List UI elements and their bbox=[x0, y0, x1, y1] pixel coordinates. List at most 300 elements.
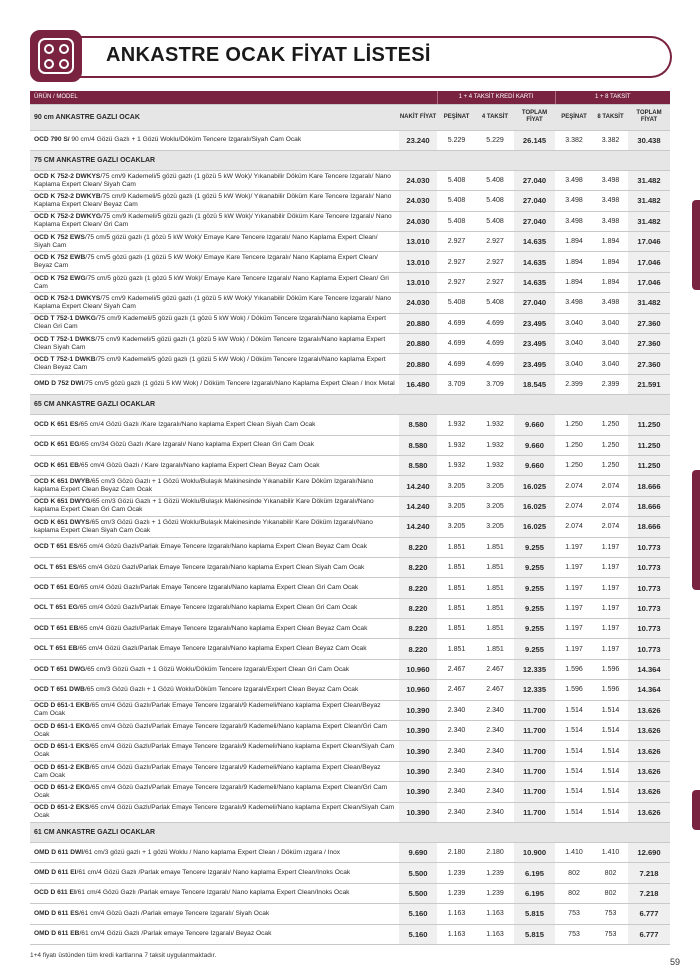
product-description bbox=[30, 782, 399, 802]
cash-price: 14.240 bbox=[399, 517, 437, 537]
down-payment: 1.851 bbox=[437, 619, 476, 639]
installment-8: 1.514 bbox=[593, 782, 628, 802]
section-header-row bbox=[30, 395, 670, 415]
model-code: OCD 790 S/ bbox=[34, 136, 70, 144]
model-spec: /65 cm/4 Gözü Gazlı/Parlak Emaye Tencere Izgaralı/9 Kademeli/Nano kaplama Expert Clean/Beyaz Cam Ocak bbox=[34, 763, 381, 779]
col-4-taksit-header: 4 TAKSİT bbox=[476, 104, 514, 130]
total-price: 17.046 bbox=[628, 272, 670, 292]
installment-4: 2.467 bbox=[476, 680, 514, 700]
installment-8: 1.250 bbox=[593, 455, 628, 475]
group-header-8-taksit: 1 + 8 TAKSİT bbox=[555, 91, 670, 104]
total-price: 9.255 bbox=[514, 557, 555, 577]
table-row bbox=[30, 924, 670, 944]
down-payment: 1.514 bbox=[555, 721, 593, 741]
total-price: 5.815 bbox=[514, 924, 555, 944]
down-payment: 1.163 bbox=[437, 924, 476, 944]
cash-price: 10.390 bbox=[399, 761, 437, 781]
cash-price: 10.390 bbox=[399, 741, 437, 761]
cash-price: 8.220 bbox=[399, 537, 437, 557]
table-row bbox=[30, 170, 670, 190]
installment-8: 1.197 bbox=[593, 578, 628, 598]
cash-price: 8.220 bbox=[399, 557, 437, 577]
down-payment: 3.498 bbox=[555, 191, 593, 211]
page-edge-tab bbox=[692, 470, 700, 590]
total-price: 31.482 bbox=[628, 191, 670, 211]
product-description bbox=[30, 883, 399, 903]
total-price: 12.335 bbox=[514, 680, 555, 700]
total-price: 27.040 bbox=[514, 293, 555, 313]
installment-8: 1.514 bbox=[593, 741, 628, 761]
installment-8: 1.514 bbox=[593, 761, 628, 781]
model-code: OCD K 651 EG bbox=[34, 441, 80, 449]
down-payment: 1.163 bbox=[437, 904, 476, 924]
page-header bbox=[30, 30, 670, 82]
product-description bbox=[30, 191, 399, 211]
down-payment: 5.229 bbox=[437, 130, 476, 150]
down-payment: 1.894 bbox=[555, 232, 593, 252]
installment-4: 2.180 bbox=[476, 843, 514, 863]
table-row bbox=[30, 455, 670, 475]
total-price: 10.773 bbox=[628, 619, 670, 639]
model-spec: /65 cm/4 Gözü Gazlı/Parlak Emaye Tencere Izgaralı/Nano kaplama Expert Clean Beyaz Cam Ocak bbox=[77, 645, 367, 653]
product-description bbox=[30, 476, 399, 496]
cash-price: 10.390 bbox=[399, 802, 437, 822]
total-price: 26.145 bbox=[514, 130, 555, 150]
price-table bbox=[30, 91, 670, 945]
total-price: 23.495 bbox=[514, 354, 555, 374]
total-price: 13.626 bbox=[628, 782, 670, 802]
total-price: 31.482 bbox=[628, 170, 670, 190]
down-payment: 2.340 bbox=[437, 700, 476, 720]
cash-price: 24.030 bbox=[399, 293, 437, 313]
table-row bbox=[30, 272, 670, 292]
total-price: 17.046 bbox=[628, 252, 670, 272]
total-price: 11.700 bbox=[514, 761, 555, 781]
model-code: OCD T 752-1 DWKB bbox=[34, 356, 96, 364]
cash-price: 14.240 bbox=[399, 476, 437, 496]
down-payment: 3.498 bbox=[555, 211, 593, 231]
total-price: 6.195 bbox=[514, 863, 555, 883]
installment-4: 3.205 bbox=[476, 476, 514, 496]
total-price: 6.777 bbox=[628, 924, 670, 944]
page-number: 59 bbox=[669, 957, 680, 967]
total-price: 18.666 bbox=[628, 496, 670, 516]
total-price: 9.660 bbox=[514, 415, 555, 435]
total-price: 12.335 bbox=[514, 659, 555, 679]
down-payment: 5.408 bbox=[437, 211, 476, 231]
table-row bbox=[30, 130, 670, 150]
cash-price: 20.880 bbox=[399, 354, 437, 374]
cash-price: 8.580 bbox=[399, 415, 437, 435]
page-edge-tab bbox=[692, 200, 700, 290]
down-payment: 1.250 bbox=[555, 415, 593, 435]
cash-price: 14.240 bbox=[399, 496, 437, 516]
down-payment: 4.699 bbox=[437, 313, 476, 333]
model-code: OCD K 651 DWYB bbox=[34, 478, 91, 486]
product-description bbox=[30, 863, 399, 883]
cash-price: 8.220 bbox=[399, 578, 437, 598]
down-payment: 3.498 bbox=[555, 170, 593, 190]
installment-4: 1.163 bbox=[476, 904, 514, 924]
table-body bbox=[30, 130, 670, 944]
product-description bbox=[30, 272, 399, 292]
down-payment: 3.382 bbox=[555, 130, 593, 150]
cash-price: 10.390 bbox=[399, 721, 437, 741]
installment-4: 2.340 bbox=[476, 721, 514, 741]
installment-4: 2.467 bbox=[476, 659, 514, 679]
total-price: 10.900 bbox=[514, 843, 555, 863]
total-price: 9.255 bbox=[514, 598, 555, 618]
product-description bbox=[30, 435, 399, 455]
cash-price: 10.390 bbox=[399, 782, 437, 802]
table-row bbox=[30, 374, 670, 394]
model-spec: /65 cm/4 Gözü Gazlı/Parlak Emaye Tencere Izgaralı/Nano kaplama Expert Clean Siyah Cam Ocak bbox=[77, 563, 365, 571]
installment-4: 2.340 bbox=[476, 741, 514, 761]
installment-4: 1.851 bbox=[476, 578, 514, 598]
total-price: 27.360 bbox=[628, 354, 670, 374]
section-title: 75 CM ANKASTRE GAZLI OCAKLAR bbox=[30, 150, 670, 170]
down-payment: 1.514 bbox=[555, 802, 593, 822]
cash-price: 20.880 bbox=[399, 334, 437, 354]
cash-price: 8.580 bbox=[399, 455, 437, 475]
installment-8: 2.074 bbox=[593, 496, 628, 516]
total-price: 11.700 bbox=[514, 802, 555, 822]
total-price: 10.773 bbox=[628, 598, 670, 618]
footnote: 1+4 fiyatı üstünden tüm kredi kartlarına 7 taksit uygulanmaktadır. bbox=[30, 952, 217, 959]
table-row bbox=[30, 496, 670, 516]
table-row bbox=[30, 537, 670, 557]
cash-price: 8.580 bbox=[399, 435, 437, 455]
down-payment: 1.250 bbox=[555, 435, 593, 455]
installment-4: 3.205 bbox=[476, 496, 514, 516]
table-row bbox=[30, 659, 670, 679]
model-code: OCD K 651 EB bbox=[34, 461, 80, 469]
model-code: OCD D 651-1 EKB bbox=[34, 702, 90, 710]
model-spec: /61 cm/4 Gözü Gazlı /Parlak emaye Tencere Izgaralı/ Nano kaplama Expert Clean/Inoks Ocak bbox=[75, 889, 350, 897]
product-description bbox=[30, 802, 399, 822]
down-payment: 5.408 bbox=[437, 170, 476, 190]
down-payment: 1.410 bbox=[555, 843, 593, 863]
total-price: 10.773 bbox=[628, 537, 670, 557]
installment-4: 2.927 bbox=[476, 252, 514, 272]
installment-4: 2.927 bbox=[476, 232, 514, 252]
total-price: 21.591 bbox=[628, 374, 670, 394]
product-description bbox=[30, 374, 399, 394]
col-toplam-header: TOPLAM FİYAT bbox=[628, 104, 670, 130]
down-payment: 2.399 bbox=[555, 374, 593, 394]
installment-4: 1.239 bbox=[476, 883, 514, 903]
down-payment: 5.408 bbox=[437, 191, 476, 211]
page-title: ANKASTRE OCAK FİYAT LİSTESİ bbox=[106, 44, 431, 66]
product-description bbox=[30, 455, 399, 475]
installment-4: 5.408 bbox=[476, 170, 514, 190]
installment-4: 1.851 bbox=[476, 598, 514, 618]
model-code: OCD K 651 DWYG bbox=[34, 498, 91, 506]
total-price: 14.635 bbox=[514, 252, 555, 272]
installment-8: 1.197 bbox=[593, 557, 628, 577]
cash-price: 9.690 bbox=[399, 843, 437, 863]
product-description bbox=[30, 598, 399, 618]
group-header-4-taksit: 1 + 4 TAKSİT KREDİ KARTI bbox=[437, 91, 555, 104]
down-payment: 1.514 bbox=[555, 782, 593, 802]
model-spec: /65 cm/4 Gözü Gazlı/Parlak Emaye Tencere Izgaralı/Nano kaplama Expert Clean Beyaz Cam Ocak bbox=[77, 543, 368, 551]
down-payment: 1.197 bbox=[555, 537, 593, 557]
total-price: 30.438 bbox=[628, 130, 670, 150]
down-payment: 2.927 bbox=[437, 252, 476, 272]
table-row bbox=[30, 700, 670, 720]
installment-4: 2.340 bbox=[476, 700, 514, 720]
installment-8: 1.250 bbox=[593, 415, 628, 435]
total-price: 18.666 bbox=[628, 476, 670, 496]
total-price: 14.364 bbox=[628, 680, 670, 700]
model-spec: /65 cm/4 Gözü Gazlı/Parlak Emaye Tencere Izgaralı/Nano kaplama Expert Clean Beyaz Cam Ocak bbox=[78, 624, 368, 632]
installment-4: 1.163 bbox=[476, 924, 514, 944]
down-payment: 2.467 bbox=[437, 680, 476, 700]
table-row bbox=[30, 334, 670, 354]
model-spec: /75 cm/9 Kademeli/5 gözü gazlı (1 gözü 5 kW Wok) / Döküm Tencere Izgaralı/Nano kaplama Expert Clean Siyah Cam bbox=[34, 335, 386, 351]
down-payment: 1.250 bbox=[555, 455, 593, 475]
product-description bbox=[30, 557, 399, 577]
total-price: 14.635 bbox=[514, 272, 555, 292]
product-description bbox=[30, 619, 399, 639]
total-price: 11.250 bbox=[628, 455, 670, 475]
section-title: 61 CM ANKASTRE GAZLI OCAKLAR bbox=[30, 823, 670, 843]
total-price: 12.690 bbox=[628, 843, 670, 863]
installment-8: 1.514 bbox=[593, 700, 628, 720]
down-payment: 1.851 bbox=[437, 557, 476, 577]
cash-price: 8.220 bbox=[399, 598, 437, 618]
table-row bbox=[30, 680, 670, 700]
cash-price: 8.220 bbox=[399, 619, 437, 639]
installment-8: 1.250 bbox=[593, 435, 628, 455]
model-code: OCD K 651 DWYS bbox=[34, 518, 90, 526]
installment-4: 5.408 bbox=[476, 191, 514, 211]
total-price: 10.773 bbox=[628, 578, 670, 598]
total-price: 27.040 bbox=[514, 191, 555, 211]
total-price: 9.660 bbox=[514, 455, 555, 475]
model-code: OCD D 651-2 EKB bbox=[34, 763, 90, 771]
installment-4: 1.851 bbox=[476, 639, 514, 659]
installment-8: 1.894 bbox=[593, 252, 628, 272]
model-code: OCD K 651 ES bbox=[34, 420, 79, 428]
model-code: OCD D 651-2 EKG bbox=[34, 783, 91, 791]
model-spec: /75 cm/5 gözü gazlı (1 gözü 5 kW Wok) / Döküm Tencere Izgaralı/Nano Kaplama Expert Clean / Inox Metal bbox=[83, 380, 395, 388]
model-spec: /65 cm/4 Gözü Gazlı /Kare Izgaralı/Nano kaplama Expert Clean Siyah Cam Ocak bbox=[78, 420, 316, 428]
down-payment: 1.596 bbox=[555, 659, 593, 679]
down-payment: 1.514 bbox=[555, 700, 593, 720]
installment-8: 3.498 bbox=[593, 170, 628, 190]
model-spec: /75 cm/5 gözü gazlı (1 gözü 5 kW Wok)/ Emaye Kare Tencere Izgaralı/ Nano Kaplama Expert Clean/ Siyah Cam bbox=[34, 233, 378, 249]
product-description bbox=[30, 904, 399, 924]
down-payment: 2.467 bbox=[437, 659, 476, 679]
model-code: OCD D 611 EI bbox=[34, 889, 76, 897]
table-row bbox=[30, 843, 670, 863]
model-spec: /65 cm/3 Gözü Gazlı + 1 Gözü Woklu/Bulaşık Makinesinde Yıkanabilir Kare Döküm Izgaralı/Nano kaplama Expert Clean Beyaz Cam Ocak bbox=[34, 478, 374, 494]
down-payment: 3.040 bbox=[555, 334, 593, 354]
model-code: OMD D 752 DWI bbox=[34, 380, 84, 388]
product-description bbox=[30, 354, 399, 374]
installment-8: 3.498 bbox=[593, 191, 628, 211]
table-row bbox=[30, 761, 670, 781]
col-8-taksit-header: 8 TAKSİT bbox=[593, 104, 628, 130]
table-row bbox=[30, 476, 670, 496]
model-code: OCL T 651 ES bbox=[34, 563, 78, 571]
product-description bbox=[30, 252, 399, 272]
product-description bbox=[30, 496, 399, 516]
total-price: 16.025 bbox=[514, 517, 555, 537]
down-payment: 3.205 bbox=[437, 476, 476, 496]
down-payment: 2.180 bbox=[437, 843, 476, 863]
model-spec: /75 cm/9 Kademeli/5 gözü gazlı (1 gözü 5 kW Wok)/ Yıkanabilir Döküm Kare Tencere Izgaralı/ Nano Kaplama Expert Clean/ Siyah Cam bbox=[34, 294, 391, 310]
total-price: 10.773 bbox=[628, 557, 670, 577]
total-price: 6.195 bbox=[514, 883, 555, 903]
model-code: OMD D 611 EI bbox=[34, 869, 77, 877]
installment-4: 2.927 bbox=[476, 272, 514, 292]
down-payment: 1.851 bbox=[437, 537, 476, 557]
col-model-header: ÜRÜN / MODEL bbox=[30, 91, 399, 104]
model-spec: /65 cm/34 Gözü Gazlı /Kare Izgaralı/ Nano kaplama Expert Clean Gri Cam Ocak bbox=[79, 441, 314, 449]
model-spec: /61 cm/4 Gözü Gazlı /Parlak emaye Tencere Izgaralı/ Siyah Ocak bbox=[79, 909, 270, 917]
installment-4: 2.340 bbox=[476, 761, 514, 781]
cash-price: 5.160 bbox=[399, 904, 437, 924]
down-payment: 1.197 bbox=[555, 578, 593, 598]
cash-price: 13.010 bbox=[399, 272, 437, 292]
product-description bbox=[30, 741, 399, 761]
model-spec: /65 cm/4 Gözü Gazlı/Parlak Emaye Tencere Izgaralı/9 Kademeli/Nano kaplama Expert Clean/Siyah Cam Ocak bbox=[34, 743, 395, 759]
installment-8: 3.040 bbox=[593, 313, 628, 333]
section-title: 90 cm ANKASTRE GAZLI OCAK bbox=[30, 104, 399, 130]
model-code: OCD D 651-1 EKG bbox=[34, 722, 91, 730]
product-description bbox=[30, 924, 399, 944]
table-header-row bbox=[30, 91, 670, 104]
product-description bbox=[30, 170, 399, 190]
installment-8: 1.197 bbox=[593, 639, 628, 659]
down-payment: 1.851 bbox=[437, 578, 476, 598]
installment-8: 3.040 bbox=[593, 354, 628, 374]
installment-8: 1.894 bbox=[593, 232, 628, 252]
table-row bbox=[30, 883, 670, 903]
product-description bbox=[30, 334, 399, 354]
total-price: 31.482 bbox=[628, 211, 670, 231]
total-price: 23.495 bbox=[514, 313, 555, 333]
total-price: 16.025 bbox=[514, 476, 555, 496]
down-payment: 1.514 bbox=[555, 741, 593, 761]
down-payment: 3.040 bbox=[555, 313, 593, 333]
installment-4: 5.408 bbox=[476, 211, 514, 231]
down-payment: 753 bbox=[555, 924, 593, 944]
cash-price: 16.480 bbox=[399, 374, 437, 394]
col-pesinat-header: PEŞİNAT bbox=[555, 104, 593, 130]
model-code: OCD T 651 DWG bbox=[34, 665, 86, 673]
installment-8: 3.498 bbox=[593, 293, 628, 313]
installment-4: 1.851 bbox=[476, 557, 514, 577]
table-row bbox=[30, 619, 670, 639]
installment-8: 2.074 bbox=[593, 517, 628, 537]
down-payment: 802 bbox=[555, 883, 593, 903]
down-payment: 2.340 bbox=[437, 782, 476, 802]
table-row bbox=[30, 721, 670, 741]
table-row bbox=[30, 598, 670, 618]
cooktop-icon bbox=[30, 30, 82, 82]
model-code: OCD T 651 EG bbox=[34, 584, 79, 591]
model-code: OCD T 651 EB bbox=[34, 624, 79, 632]
down-payment: 2.074 bbox=[555, 517, 593, 537]
col-pesinat-header: PEŞİNAT bbox=[437, 104, 476, 130]
col-nakit-header: NAKİT FİYAT bbox=[399, 104, 437, 130]
installment-4: 1.239 bbox=[476, 863, 514, 883]
total-price: 13.626 bbox=[628, 721, 670, 741]
down-payment: 1.514 bbox=[555, 761, 593, 781]
model-code: OMD D 611 ES bbox=[34, 909, 80, 917]
total-price: 9.660 bbox=[514, 435, 555, 455]
product-description bbox=[30, 578, 399, 598]
product-description bbox=[30, 721, 399, 741]
table-row bbox=[30, 211, 670, 231]
installment-8: 802 bbox=[593, 883, 628, 903]
model-spec: /65 cm/4 Gözü Gazlı / Kare Izgaralı/Nano kaplama Expert Clean Beyaz Cam Ocak bbox=[79, 461, 320, 469]
product-description bbox=[30, 761, 399, 781]
cash-price: 10.960 bbox=[399, 680, 437, 700]
section-header-row bbox=[30, 150, 670, 170]
down-payment: 3.709 bbox=[437, 374, 476, 394]
product-description bbox=[30, 130, 399, 150]
model-code: OCL T 651 EG bbox=[34, 604, 78, 612]
down-payment: 2.074 bbox=[555, 476, 593, 496]
model-code: OCD T 752-1 DWKG bbox=[34, 315, 96, 323]
down-payment: 3.040 bbox=[555, 354, 593, 374]
col-toplam-header: TOPLAM FİYAT bbox=[514, 104, 555, 130]
table-row bbox=[30, 904, 670, 924]
table-row bbox=[30, 313, 670, 333]
model-spec: /75 cm/9 Kademeli/5 gözü gazlı (1 gözü 5 kW Wok) / Döküm Tencere Izgaralı/Nano kaplama Expert Clean Beyaz Cam bbox=[34, 356, 386, 372]
total-price: 7.218 bbox=[628, 883, 670, 903]
down-payment: 1.197 bbox=[555, 557, 593, 577]
down-payment: 1.239 bbox=[437, 863, 476, 883]
table-row bbox=[30, 517, 670, 537]
model-spec: /75 cm/9 Kademeli/5 gözü gazlı (1 gözü 5 kW Wok)/ Yıkanabilir Döküm Kare Tencere Izgaralı/ Nano Kaplama Expert Clean/ Siyah Cam bbox=[34, 172, 391, 188]
section-header-row bbox=[30, 823, 670, 843]
down-payment: 2.340 bbox=[437, 721, 476, 741]
total-price: 31.482 bbox=[628, 293, 670, 313]
total-price: 11.700 bbox=[514, 782, 555, 802]
cash-price: 23.240 bbox=[399, 130, 437, 150]
total-price: 6.777 bbox=[628, 904, 670, 924]
cash-price: 13.010 bbox=[399, 232, 437, 252]
table-row bbox=[30, 782, 670, 802]
total-price: 9.255 bbox=[514, 619, 555, 639]
installment-8: 802 bbox=[593, 863, 628, 883]
down-payment: 2.340 bbox=[437, 802, 476, 822]
down-payment: 2.340 bbox=[437, 761, 476, 781]
total-price: 27.360 bbox=[628, 313, 670, 333]
installment-4: 1.851 bbox=[476, 537, 514, 557]
installment-4: 1.932 bbox=[476, 435, 514, 455]
table-row bbox=[30, 802, 670, 822]
section-title: 65 CM ANKASTRE GAZLI OCAKLAR bbox=[30, 395, 670, 415]
down-payment: 1.239 bbox=[437, 883, 476, 903]
installment-4: 2.340 bbox=[476, 782, 514, 802]
installment-8: 3.382 bbox=[593, 130, 628, 150]
product-description bbox=[30, 639, 399, 659]
down-payment: 5.408 bbox=[437, 293, 476, 313]
model-code: OCD K 752 EWB bbox=[34, 254, 86, 262]
installment-8: 1.514 bbox=[593, 721, 628, 741]
installment-4: 1.932 bbox=[476, 415, 514, 435]
installment-8: 3.040 bbox=[593, 334, 628, 354]
down-payment: 4.699 bbox=[437, 334, 476, 354]
cash-price: 24.030 bbox=[399, 211, 437, 231]
total-price: 5.815 bbox=[514, 904, 555, 924]
